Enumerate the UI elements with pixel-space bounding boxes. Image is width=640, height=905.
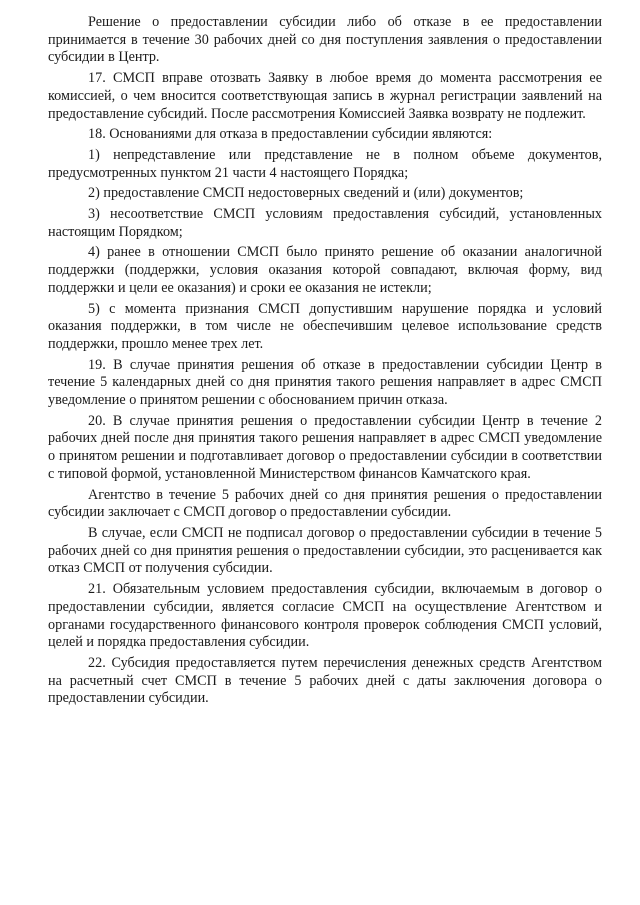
paragraph-20: 20. В случае принятия решения о предоставлении субсидии Центр в течение 2 рабочих дней после дня принятия такого решения направляет в адрес СМСП уведомление о принятом решении и подготавливает договор о предоставлении субсидии в соответствии с типовой формой, установленной Министерством финансов Камчатского края. xyxy=(48,412,602,482)
paragraph-17: 17. СМСП вправе отозвать Заявку в любое время до момента рассмотрения ее комиссией, о чем вносится соответствующая запись в журнал регистрации заявлений на предоставление субсидий. После рассмотрения Комиссией Заявка возврату не подлежит. xyxy=(48,70,602,122)
paragraph-19: 19. В случае принятия решения об отказе в предоставлении субсидии Центр в течение 5 календарных дней со дня принятия такого решения направляет в адрес СМСП уведомление о принятом решении с обоснованием причин отказа. xyxy=(48,356,602,409)
paragraph-18-item-5: 5) с момента признания СМСП допустившим нарушение порядка и условий оказания поддержки, в том числе не обеспечившим целевое использование средств поддержки, прошло менее трех лет. xyxy=(48,300,602,352)
paragraph-18-item-3: 3) несоответствие СМСП условиям предоставления субсидий, установленных настоящим Порядком; xyxy=(48,206,602,240)
paragraph-18-item-2: 2) предоставление СМСП недостоверных сведений и (или) документов; xyxy=(88,185,524,202)
paragraph-18-item-1: 1) непредставление или представление не в полном объеме документов, предусмотренных пунктом 21 части 4 настоящего Порядка; xyxy=(48,146,602,181)
paragraph-21: 21. Обязательным условием предоставления субсидии, включаемым в договор о предоставлении субсидии, является согласие СМСП на осуществление Агентством и органами государственного финансового контроля проверок соблюдения СМСП условий, целей и порядка предоставления субсидии. xyxy=(48,581,602,651)
paragraph-20-agency-contract: Агентство в течение 5 рабочих дней со дня принятия решения о предоставлении субсидии заключает с СМСП договор о предоставлении субсидии. xyxy=(48,486,602,521)
paragraph-18: 18. Основаниями для отказа в предоставлении субсидии являются: xyxy=(88,126,493,143)
paragraph-20-refusal: В случае, если СМСП не подписал договор о предоставлении субсидии в течение 5 рабочих дней со дня принятия решения о предоставлении субсидии, это расценивается как отказ СМСП от получения субсидии. xyxy=(48,524,602,577)
paragraph-18-item-4: 4) ранее в отношении СМСП было принято решение об оказании аналогичной поддержки (поддержки, условия оказания которой совпадают, включая форму, вид поддержки и цели ее оказания) и сроки ее оказания не истекли; xyxy=(48,244,602,296)
paragraph-decision-term: Решение о предоставлении субсидии либо об отказе в ее предоставлении принимается в течение 30 рабочих дней со дня поступления заявления о предоставлении субсидии в Центр. xyxy=(48,14,602,66)
paragraph-22: 22. Субсидия предоставляется путем перечисления денежных средств Агентством на расчетный счет СМСП в течение 5 рабочих дней с даты заключения договора о предоставлении субсидии. xyxy=(48,654,602,707)
